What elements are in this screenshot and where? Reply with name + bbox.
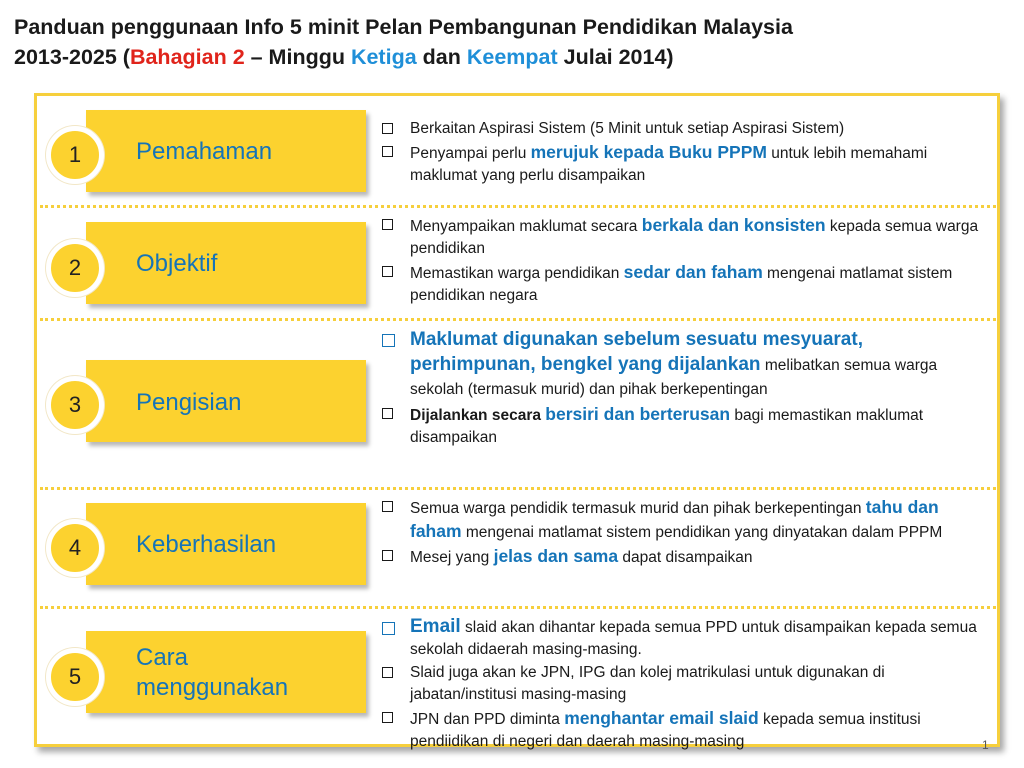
- bullet-item: Memastikan warga pendidikan sedar dan faham mengenai matlamat sistem pendidikan negara: [378, 261, 990, 307]
- section-1-label: Pemahaman: [136, 138, 273, 165]
- section-3-bullets: [378, 328, 990, 450]
- section-5-number-badge: [46, 648, 104, 706]
- title-part-red: Bahagian 2: [129, 45, 245, 69]
- section-3-number-badge: [46, 376, 104, 434]
- bullet-item: Penyampai perlu merujuk kepada Buku PPPM untuk lebih memahami maklumat yang perlu disampaikan: [378, 141, 990, 187]
- bullet-item: JPN dan PPD diminta menghantar email slaid kepada semua institusi pendiidikan di negeri dan daerah masing-masing: [378, 707, 990, 753]
- section-4-bullets: [378, 496, 990, 570]
- bullet-item: Mesej yang jelas dan sama dapat disampaikan: [378, 545, 990, 569]
- title-line2-end: Julai 2014): [557, 45, 674, 69]
- section-2-label: Objektif: [136, 250, 218, 277]
- title-and: dan: [416, 45, 467, 69]
- checkbox-bullet-icon: [382, 712, 393, 723]
- checkbox-bullet-icon: [382, 501, 393, 512]
- checkbox-bullet-icon: [382, 123, 393, 134]
- page-number: 1: [982, 738, 989, 752]
- title-week-ketiga: Ketiga: [350, 45, 417, 69]
- section-divider: [40, 606, 996, 609]
- bullet-item: Maklumat digunakan sebelum sesuatu mesyuarat, perhimpunan, bengkel yang dijalankan melibatkan semua warga sekolah (termasuk murid) dan pihak berkepentingan: [378, 328, 990, 402]
- title-week-keempat: Keempat: [466, 45, 558, 69]
- bullet-item: Slaid juga akan ke JPN, IPG dan kolej matrikulasi untuk digunakan di jabatan/institusi masing-masing: [378, 662, 990, 706]
- checkbox-bullet-icon: [382, 408, 393, 419]
- section-3-label: Pengisian: [136, 389, 242, 416]
- section-2-band: [86, 222, 366, 304]
- section-2-bullets: [378, 214, 990, 308]
- section-5-bullets: [378, 616, 990, 754]
- bullet-item: Dijalankan secara bersiri dan berterusan bagi memastikan maklumat disampaikan: [378, 403, 990, 449]
- section-number: 1: [68, 142, 82, 167]
- bullet-item: Berkaitan Aspirasi Sistem (5 Minit untuk setiap Aspirasi Sistem): [378, 118, 990, 140]
- section-divider: [40, 487, 996, 490]
- bullet-item: Semua warga pendidik termasuk murid dan pihak berkepentingan tahu dan faham mengenai matlamat sistem pendidikan yang dinyatakan dalam PPPM: [378, 496, 990, 544]
- page-title: [14, 12, 1014, 72]
- section-2-number-badge: [46, 239, 104, 297]
- title-line1: Panduan penggunaan Info 5 minit Pelan Pembangunan Pendidikan Malaysia: [14, 15, 793, 39]
- section-1-number-badge: [46, 126, 104, 184]
- section-4-number-badge: [46, 519, 104, 577]
- checkbox-bullet-icon: [382, 219, 393, 230]
- title-line2-mid: – Minggu: [244, 45, 351, 69]
- section-divider: [40, 205, 996, 208]
- bullet-item: Menyampaikan maklumat secara berkala dan konsisten kepada semua warga pendidikan: [378, 214, 990, 260]
- section-5-label: Cara menggunakan: [136, 644, 289, 701]
- checkbox-bullet-icon: [382, 146, 393, 157]
- checkbox-bullet-icon: [382, 266, 393, 277]
- bullet-item: Email slaid akan dihantar kepada semua PPD untuk disampaikan kepada semua sekolah didaerah masing-masing.: [378, 616, 990, 661]
- section-1-bullets: [378, 118, 990, 188]
- checkbox-bullet-icon: [382, 622, 395, 635]
- section-number: 3: [68, 392, 82, 417]
- checkbox-bullet-icon: [382, 334, 395, 347]
- section-number: 4: [68, 535, 82, 560]
- checkbox-bullet-icon: [382, 550, 393, 561]
- title-line2-start: 2013-2025 (: [14, 45, 130, 69]
- section-number: 5: [68, 664, 82, 689]
- section-number: 2: [68, 255, 82, 280]
- section-4-label: Keberhasilan: [136, 531, 277, 558]
- checkbox-bullet-icon: [382, 667, 393, 678]
- section-divider: [40, 318, 996, 321]
